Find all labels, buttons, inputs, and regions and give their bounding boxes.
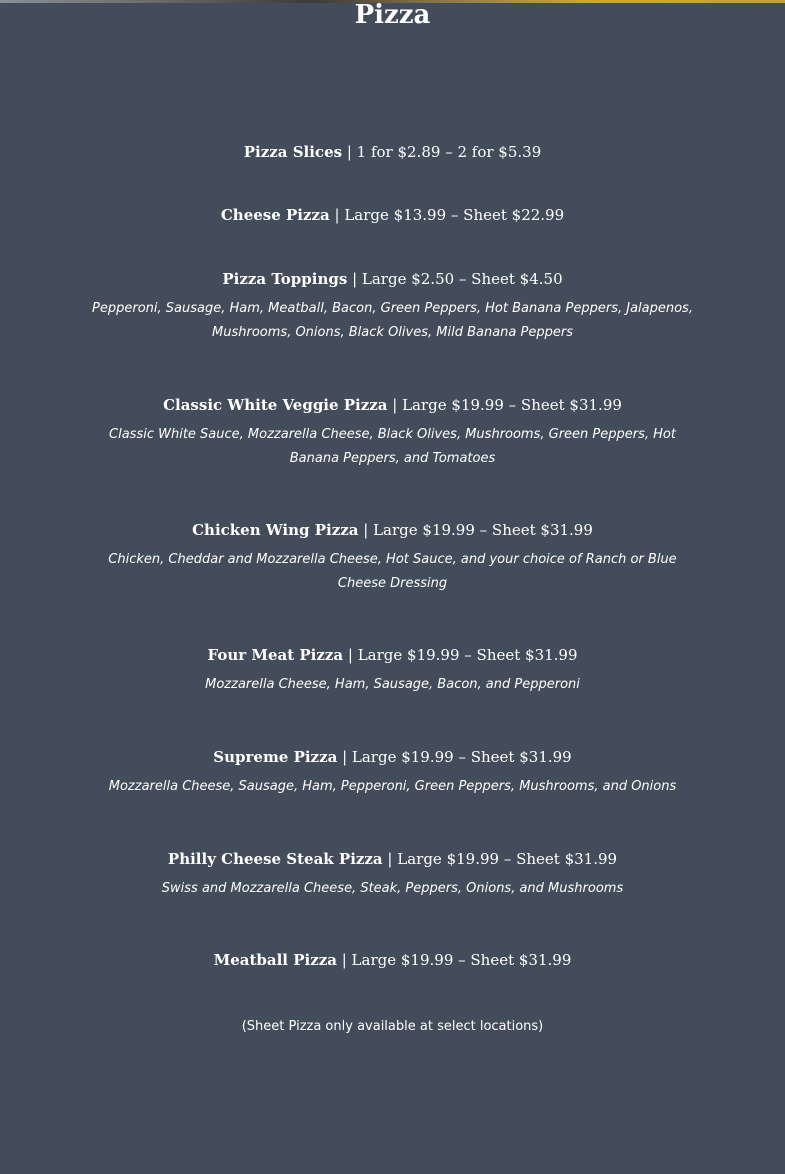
menu-item-classic-white-veggie-pizza	[0, 395, 785, 415]
item-price: | Large $2.50 – Sheet $4.50	[347, 270, 563, 288]
item-name: Supreme Pizza	[213, 748, 338, 766]
menu-item-pizza-toppings	[0, 269, 785, 289]
menu-item-cheese-pizza	[0, 205, 785, 225]
item-name: Pizza Toppings	[222, 270, 348, 288]
item-name: Chicken Wing Pizza	[192, 521, 359, 539]
item-name: Philly Cheese Steak Pizza	[167, 850, 383, 868]
item-price: | Large $19.99 – Sheet $31.99	[337, 748, 572, 766]
item-name: Classic White Veggie Pizza	[163, 396, 388, 414]
menu-item-philly-cheese-steak-pizza	[0, 849, 785, 869]
item-price: | Large $19.99 – Sheet $31.99	[336, 951, 572, 969]
item-price: | Large $19.99 – Sheet $31.99	[343, 646, 578, 664]
item-name: Cheese Pizza	[220, 206, 330, 224]
item-name: Pizza Slices	[243, 143, 343, 161]
item-description: Mozzarella Cheese, Sausage, Ham, Pepperoni, Green Peppers, Mushrooms, and Onions	[108, 779, 677, 794]
menu-item-supreme-pizza	[0, 747, 785, 767]
menu-item-four-meat-pizza	[0, 645, 785, 665]
item-price: | Large $19.99 – Sheet $31.99	[387, 396, 622, 414]
item-name: Four Meat Pizza	[207, 646, 344, 664]
item-description: Mozzarella Cheese, Ham, Sausage, Bacon, and Pepperoni	[205, 677, 580, 692]
item-description: Classic White Sauce, Mozzarella Cheese, Black Olives, Mushrooms, Green Peppers, Hot Banana Peppers, and Tomatoes	[109, 427, 676, 466]
item-price: | Large $19.99 – Sheet $31.99	[358, 521, 593, 539]
item-description: Pepperoni, Sausage, Ham, Meatball, Bacon, Green Peppers, Hot Banana Peppers, Jalapenos, Mushrooms, Onions, Black Olives, Mild Banana Peppers	[92, 301, 693, 340]
item-price: | Large $13.99 – Sheet $22.99	[329, 206, 565, 224]
item-price: | 1 for $2.89 – 2 for $5.39	[342, 143, 542, 161]
menu-item-pizza-slices	[0, 142, 785, 162]
menu-item-chicken-wing-pizza	[0, 520, 785, 540]
sheet-pizza-footnote: (Sheet Pizza only available at select locations)	[241, 1019, 544, 1034]
page-title: Pizza	[354, 0, 431, 30]
item-description: Chicken, Cheddar and Mozzarella Cheese, Hot Sauce, and your choice of Ranch or Blue Cheese Dressing	[108, 552, 677, 591]
item-name: Meatball Pizza	[213, 951, 337, 969]
menu-item-meatball-pizza	[0, 950, 785, 970]
item-description: Swiss and Mozzarella Cheese, Steak, Peppers, Onions, and Mushrooms	[161, 881, 624, 896]
item-price: | Large $19.99 – Sheet $31.99	[382, 850, 618, 868]
